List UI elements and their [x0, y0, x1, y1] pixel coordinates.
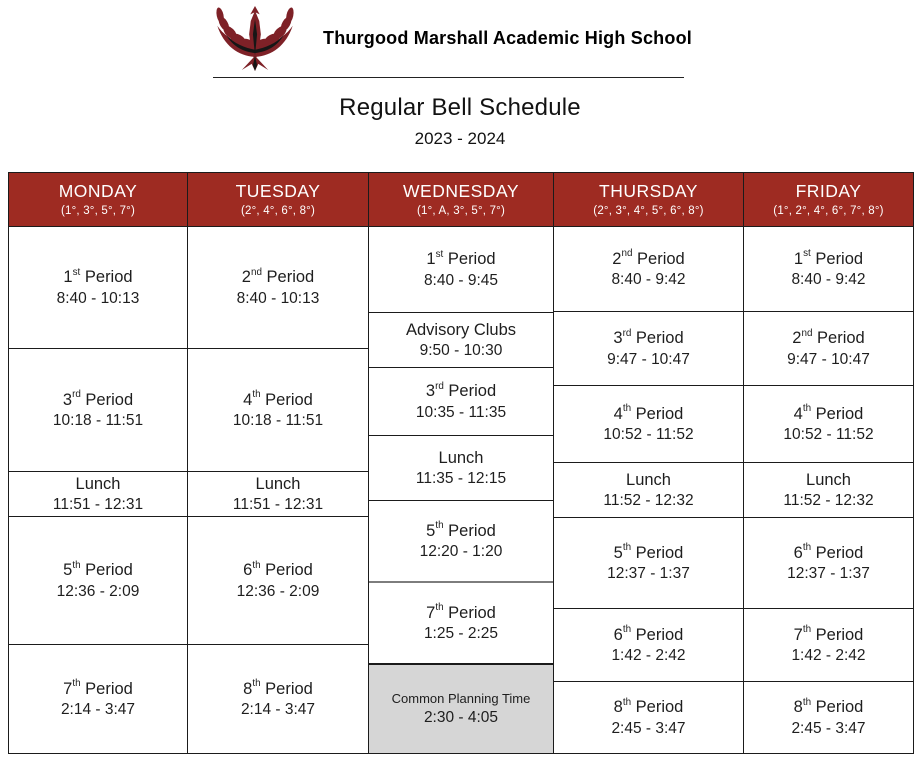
period-name-text: 2	[241, 268, 251, 287]
day-column-friday	[744, 173, 913, 753]
period-name	[614, 404, 684, 425]
period-name-text: 6	[243, 561, 253, 580]
period-name	[614, 543, 684, 564]
cell-friday-period-6	[744, 517, 913, 608]
cell-tuesday-period-8	[188, 644, 368, 753]
period-time: 10:18 - 11:51	[232, 412, 324, 430]
school-name: Thurgood Marshall Academic High School	[323, 27, 692, 48]
period-name-text: 1	[426, 250, 436, 269]
ordinal-suffix: th	[622, 624, 632, 636]
period-name-text: 7	[793, 625, 803, 644]
day-periods-label: (1°, 3°, 5°, 7°)	[60, 204, 135, 217]
day-periods-label: (1°, 2°, 4°, 6°, 7°, 8°)	[773, 204, 884, 217]
period-name	[792, 328, 864, 349]
cell-tuesday-lunch	[188, 471, 368, 516]
period-name	[426, 521, 496, 542]
document-title: Regular Bell Schedule	[339, 94, 581, 121]
period-name-text: Period	[811, 625, 864, 644]
period-time: 12:37 - 1:37	[787, 565, 870, 583]
period-name-text: 3	[613, 329, 623, 348]
period-time: 9:47 - 10:47	[787, 350, 870, 368]
day-name-label: TUESDAY	[235, 181, 321, 202]
period-time: 11:35 - 12:15	[415, 470, 507, 488]
ordinal-suffix: st	[435, 248, 444, 260]
period-name-text: Period	[443, 603, 496, 622]
day-periods-label: (2°, 4°, 6°, 8°)	[240, 204, 315, 217]
cell-tuesday-period-2	[188, 227, 368, 348]
period-name-text: Lunch	[438, 448, 484, 467]
period-time: 8:40 - 10:13	[56, 289, 140, 307]
period-time: 11:51 - 12:31	[52, 496, 144, 514]
cell-thursday-period-5	[554, 517, 743, 608]
period-name-text: Period	[80, 390, 134, 409]
ordinal-suffix: th	[622, 696, 632, 708]
period-name-text: Lunch	[255, 474, 301, 493]
cell-monday-period-7	[9, 644, 187, 753]
period-name	[612, 249, 684, 270]
school-phoenix-logo-icon	[207, 5, 303, 71]
period-name-text: Period	[631, 329, 684, 348]
period-name-text: Period	[260, 561, 313, 580]
period-name-text: 4	[243, 390, 253, 409]
cell-monday-period-5	[9, 516, 187, 644]
period-time: 8:40 - 10:13	[236, 289, 320, 307]
period-name	[63, 679, 133, 700]
day-column-tuesday	[188, 173, 369, 753]
ordinal-suffix: st	[72, 266, 81, 278]
cell-wednesday-common-planning-time	[369, 663, 553, 753]
cell-wednesday-period-5	[369, 500, 553, 581]
period-name-text: 5	[613, 543, 623, 562]
period-name-text: Lunch	[75, 474, 121, 493]
cell-friday-lunch	[744, 462, 913, 517]
period-name-text: 1	[63, 268, 73, 287]
period-time: 2:30 - 4:05	[423, 709, 499, 727]
period-name-text: 4	[793, 404, 803, 423]
day-name-label: WEDNESDAY	[403, 181, 519, 202]
period-name	[392, 691, 531, 707]
period-time: 2:14 - 3:47	[60, 701, 136, 719]
period-name-text: 6	[793, 543, 803, 562]
period-name	[426, 603, 496, 624]
period-time: 12:36 - 2:09	[56, 582, 140, 600]
period-name-text: Period	[260, 390, 313, 409]
period-time: 10:52 - 11:52	[783, 426, 874, 444]
period-name-text: Period	[261, 268, 315, 287]
period-time: 8:40 - 9:45	[423, 271, 499, 289]
cell-monday-period-3	[9, 348, 187, 471]
period-name-text: 8	[243, 679, 253, 698]
period-name-text: 3	[62, 390, 73, 409]
period-name-text: Period	[810, 249, 864, 268]
ordinal-suffix: th	[252, 678, 261, 690]
period-time: 1:42 - 2:42	[791, 647, 866, 665]
letterhead	[207, 5, 692, 71]
day-name-label: FRIDAY	[795, 181, 862, 202]
ordinal-suffix: nd	[250, 266, 262, 278]
day-header-wednesday	[369, 173, 553, 227]
cell-wednesday-period-1	[369, 227, 553, 312]
period-name-text: Period	[811, 698, 864, 717]
period-name-text: 5	[426, 521, 436, 540]
period-name-text: Period	[443, 250, 496, 269]
day-periods-label: (1°, A, 3°, 5°, 7°)	[416, 204, 506, 217]
cell-friday-period-1	[744, 227, 913, 311]
period-name	[613, 328, 683, 349]
period-time: 12:37 - 1:37	[607, 565, 690, 583]
cell-monday-period-1	[9, 227, 187, 348]
document-school-year: 2023 - 2024	[414, 129, 506, 148]
period-time: 12:36 - 2:09	[236, 582, 320, 600]
period-name-text: Period	[812, 329, 865, 348]
cell-friday-period-7	[744, 608, 913, 681]
period-name-text: 8	[793, 698, 803, 717]
period-name	[63, 560, 133, 581]
period-time: 10:18 - 11:51	[52, 412, 144, 430]
period-name-text: Period	[631, 404, 684, 423]
period-name-text: Period	[443, 382, 497, 401]
ordinal-suffix: th	[802, 542, 812, 554]
period-time: 11:52 - 12:32	[603, 492, 694, 510]
period-name-text: 6	[613, 625, 623, 644]
period-name	[243, 390, 313, 411]
period-time: 8:40 - 9:42	[611, 271, 686, 289]
period-time: 8:40 - 9:42	[791, 271, 866, 289]
cell-thursday-period-4	[554, 385, 743, 462]
cell-friday-period-4	[744, 385, 913, 462]
cell-thursday-lunch	[554, 462, 743, 517]
period-name	[426, 381, 496, 402]
ordinal-suffix: th	[802, 696, 812, 708]
period-name	[242, 267, 314, 288]
period-name	[794, 249, 863, 270]
ordinal-suffix: th	[435, 520, 444, 532]
period-name	[426, 249, 495, 270]
period-name-text: 7	[63, 679, 73, 698]
ordinal-suffix: th	[252, 389, 261, 401]
period-time: 2:14 - 3:47	[240, 701, 316, 719]
period-name	[63, 390, 133, 411]
cell-thursday-period-2	[554, 227, 743, 311]
ordinal-suffix: th	[802, 403, 812, 415]
day-periods-label: (2°, 3°, 4°, 5°, 6°, 8°)	[593, 204, 704, 217]
ordinal-suffix: rd	[435, 380, 444, 392]
period-name	[256, 474, 301, 495]
period-name-text: 7	[426, 603, 436, 622]
day-name-label: THURSDAY	[599, 181, 698, 202]
period-name	[614, 697, 684, 718]
schedule-table	[8, 172, 914, 754]
period-name-text: Period	[80, 268, 133, 287]
ordinal-suffix: th	[72, 559, 81, 571]
period-time: 10:52 - 11:52	[603, 426, 694, 444]
period-name-text: Advisory Clubs	[405, 320, 517, 339]
cell-wednesday-period-7	[369, 581, 553, 663]
period-name-text: Period	[811, 404, 864, 423]
cell-monday-lunch	[9, 471, 187, 516]
period-time: 9:50 - 10:30	[419, 342, 503, 360]
period-name	[794, 625, 864, 646]
period-name-text: Period	[80, 679, 133, 698]
ordinal-suffix: th	[622, 542, 632, 554]
period-name-text: 3	[425, 382, 436, 401]
period-time: 1:42 - 2:42	[611, 647, 686, 665]
cell-thursday-period-8	[554, 681, 743, 753]
period-name	[406, 320, 516, 341]
period-name-text: Period	[811, 543, 864, 562]
period-name-text: 2	[792, 329, 802, 348]
period-name	[806, 470, 851, 491]
period-name	[794, 697, 864, 718]
day-header-friday	[744, 173, 913, 227]
day-header-monday	[9, 173, 187, 227]
period-name	[63, 267, 132, 288]
ordinal-suffix: th	[435, 602, 444, 614]
period-name	[439, 448, 484, 469]
period-name-text: 4	[613, 404, 623, 423]
period-name-text: 1	[793, 249, 804, 268]
period-name	[243, 560, 313, 581]
period-name-text: Period	[443, 521, 496, 540]
period-name	[243, 679, 313, 700]
cell-thursday-period-3	[554, 311, 743, 385]
period-time: 11:51 - 12:31	[232, 496, 324, 514]
cell-friday-period-8	[744, 681, 913, 753]
day-header-tuesday	[188, 173, 368, 227]
cell-friday-period-2	[744, 311, 913, 385]
period-name	[76, 474, 121, 495]
ordinal-suffix: th	[72, 678, 81, 690]
cell-wednesday-advisory-clubs	[369, 312, 553, 367]
period-time: 10:35 - 11:35	[415, 403, 507, 421]
period-name	[626, 470, 671, 491]
period-name-text: 5	[63, 561, 73, 580]
period-time: 1:25 - 2:25	[423, 625, 499, 643]
cell-tuesday-period-4	[188, 348, 368, 471]
period-name-text: Lunch	[806, 470, 851, 489]
cell-wednesday-lunch	[369, 435, 553, 500]
ordinal-suffix: th	[622, 403, 632, 415]
period-name-text: Lunch	[626, 470, 671, 489]
period-name-text: Period	[80, 561, 133, 580]
letterhead-divider	[213, 77, 684, 78]
period-name-text: Common Planning Time	[391, 690, 531, 706]
period-name-text: Period	[631, 625, 684, 644]
period-name-text: 8	[613, 698, 623, 717]
period-time: 12:20 - 1:20	[419, 543, 503, 561]
period-name	[794, 543, 864, 564]
ordinal-suffix: rd	[622, 327, 632, 339]
period-time: 11:52 - 12:32	[783, 492, 874, 510]
day-name-label: MONDAY	[58, 181, 138, 202]
ordinal-suffix: rd	[72, 389, 81, 401]
period-time: 2:45 - 3:47	[791, 719, 866, 737]
cell-wednesday-period-3	[369, 367, 553, 435]
ordinal-suffix: th	[802, 624, 812, 636]
ordinal-suffix: nd	[801, 327, 813, 339]
period-time: 9:47 - 10:47	[607, 350, 690, 368]
period-name-text: Period	[260, 679, 313, 698]
day-column-monday	[9, 173, 188, 753]
cell-tuesday-period-6	[188, 516, 368, 644]
cell-thursday-period-6	[554, 608, 743, 681]
ordinal-suffix: nd	[621, 248, 633, 260]
period-name-text: Period	[631, 543, 684, 562]
period-time: 2:45 - 3:47	[611, 719, 686, 737]
period-name-text: Period	[631, 698, 684, 717]
ordinal-suffix: th	[252, 559, 261, 571]
period-name	[614, 625, 684, 646]
day-column-thursday	[554, 173, 744, 753]
period-name-text: 2	[612, 249, 622, 268]
day-header-thursday	[554, 173, 743, 227]
period-name-text: Period	[632, 249, 685, 268]
ordinal-suffix: st	[803, 248, 811, 260]
day-column-wednesday	[369, 173, 554, 753]
period-name	[794, 404, 864, 425]
